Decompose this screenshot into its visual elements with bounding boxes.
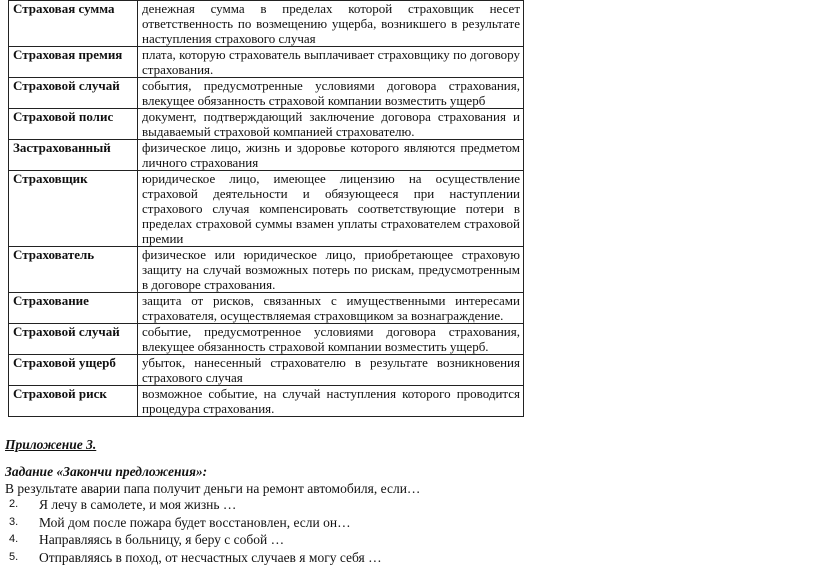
table-row	[9, 171, 524, 247]
appendix-heading: Приложение 3.	[5, 437, 96, 453]
glossary-table	[8, 0, 524, 417]
definition-cell: юридическое лицо, имеющее лицензию на осуществление страховой деятельности и обязующееся при наступлении страхового случая компенсировать соответствующие потери в пределах страховой суммы взамен уплаты страхователем страховой премии	[138, 171, 524, 247]
term-cell: Страховой полис	[9, 109, 138, 140]
term-cell: Застрахованный	[9, 140, 138, 171]
table-row	[9, 140, 524, 171]
term-cell: Страховой случай	[9, 78, 138, 109]
table-row	[9, 324, 524, 355]
definition-cell: физическое или юридическое лицо, приобретающее страховую защиту на случай возможных потерь по рискам, предусмотренным в договоре страхования.	[138, 247, 524, 293]
definition-cell: физическое лицо, жизнь и здоровье которого являются предметом личного страхования	[138, 140, 524, 171]
definition-cell: убыток, нанесенный страхователю в результате возникновения страхового случая	[138, 355, 524, 386]
term-cell: Страховой случай	[9, 324, 138, 355]
table-row	[9, 109, 524, 140]
term-cell: Страховщик	[9, 171, 138, 247]
item-number: 3.	[9, 514, 18, 532]
table-row	[9, 247, 524, 293]
table-row	[9, 293, 524, 324]
definition-cell: документ, подтверждающий заключение договора страхования и выдаваемый страховой компанией страхователю.	[138, 109, 524, 140]
item-text: Я лечу в самолете, и моя жизнь …	[39, 496, 236, 514]
table-row	[9, 355, 524, 386]
task-intro: В результате аварии папа получит деньги на ремонт автомобиля, если…	[5, 481, 420, 497]
term-cell: Страховая сумма	[9, 1, 138, 47]
term-cell: Страховой ущерб	[9, 355, 138, 386]
item-text: Направляясь в больницу, я беру с собой …	[39, 531, 284, 549]
term-cell: Страховая премия	[9, 47, 138, 78]
item-number: 4.	[9, 531, 18, 549]
definition-cell: событие, предусмотренное условиями договора страхования, влекущее обязанность страховой компании возместить ущерб.	[138, 324, 524, 355]
item-text: Отправляясь в поход, от несчастных случаев я могу себя …	[39, 549, 382, 566]
table-row	[9, 78, 524, 109]
item-number: 5.	[9, 549, 18, 566]
definition-cell: возможное событие, на случай наступления которого проводится процедура страхования.	[138, 386, 524, 417]
table-row	[9, 386, 524, 417]
term-cell: Страхование	[9, 293, 138, 324]
item-text: Мой дом после пожара будет восстановлен, если он…	[39, 514, 351, 532]
table-row	[9, 1, 524, 47]
item-number: 2.	[9, 496, 18, 514]
definition-cell: плата, которую страхователь выплачивает страховщику по договору страхования.	[138, 47, 524, 78]
term-cell: Страховой риск	[9, 386, 138, 417]
task-heading: Задание «Закончи предложения»:	[5, 464, 207, 480]
definition-cell: события, предусмотренные условиями договора страхования, влекущее обязанность страховой компании возместить ущерб	[138, 78, 524, 109]
definition-cell: защита от рисков, связанных с имущественными интересами страхователя, осуществляемая страховщиком за вознаграждение.	[138, 293, 524, 324]
definition-cell: денежная сумма в пределах которой страховщик несет ответственность по возмещению ущерба, возникшего в результате наступления страхового случая	[138, 1, 524, 47]
term-cell: Страхователь	[9, 247, 138, 293]
table-row	[9, 47, 524, 78]
